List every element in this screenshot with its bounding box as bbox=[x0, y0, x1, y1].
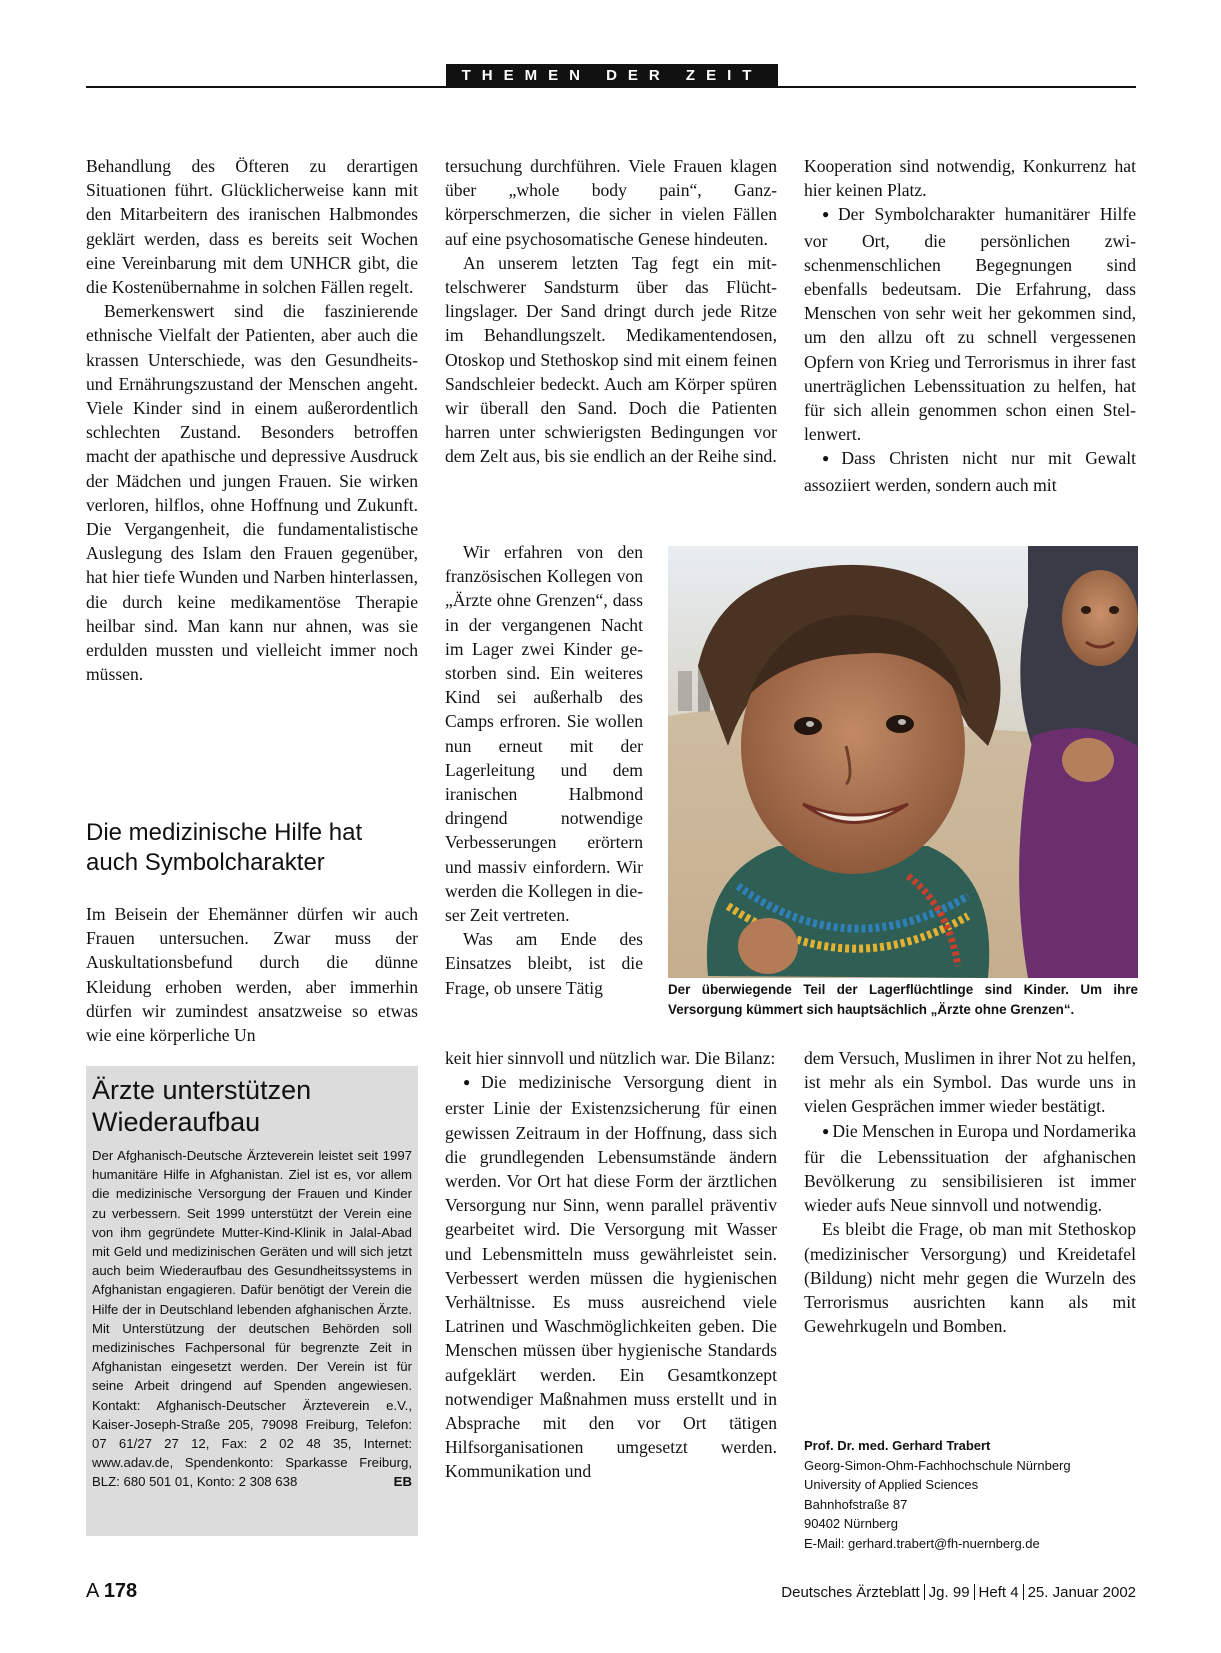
page-prefix: A bbox=[86, 1580, 99, 1602]
column-1-lower bbox=[86, 902, 418, 1047]
journal-info bbox=[781, 1584, 1136, 1601]
column-3 bbox=[804, 154, 1136, 497]
col2-paragraph-6: ● Die medizinische Versorgung dient in erster Linie der Existenzsicherung für einen gewissen Zeitraum in der Hoffnung, dass sich die grundlegenden Lebensumstände ändern werden. Vor Ort hat diese Form der ärztlichen Versorgung nur Sinn, wenn parallel präventiv gearbeitet wird. Die Versorgung mit Wasser und Lebensmitteln muss gewährleistet sein. Verbessert werden müssen die hygienischen Verhältnisse. Es muss ausreichend viele Latrinen und Waschmöglichkeiten geben. Die Menschen müssen über hygienische Standards aufgeklärt werden. Ein Gesamtkonzept notwendiger Maßnahmen muss erstellt und in Absprache mit den vor Ort tätigen Hilfsorganisationen umgesetzt werden. Kommunikation und bbox=[445, 1070, 777, 1483]
author-institution: Georg-Simon-Ohm-Fachhochschule Nürnberg bbox=[804, 1457, 1071, 1473]
author-street: Bahnhofstraße 87 bbox=[804, 1496, 908, 1512]
col3-paragraph-5: ● Die Menschen in Europa und Nordamerika für die Lebenssituation der afghanischen Bevölkerung zu sensibilisieren ist immer wieder aufs Neue sinnvoll und notwendig. bbox=[804, 1119, 1136, 1218]
col2-paragraph-4: Was am Ende des Einsatzes bleibt, ist die Frage, ob unsere Tätig bbox=[445, 929, 643, 998]
column-3-lower bbox=[804, 1046, 1136, 1338]
author-city: 90402 Nürnberg bbox=[804, 1516, 898, 1532]
col3-paragraph-1: Kooperation sind notwendig, Konkurrenz hat hier keinen Platz. bbox=[804, 156, 1136, 201]
journal-date: 25. Januar 2002 bbox=[1027, 1584, 1136, 1601]
page-number bbox=[86, 1580, 137, 1603]
col3-paragraph-4: dem Versuch, Muslimen in ihrer Not zu helfen, ist mehr als ein Symbol. Das wurde uns in vielen Gesprächen immer wieder bestätigt. bbox=[804, 1048, 1136, 1117]
author-institution-sub: University of Applied Sciences bbox=[804, 1477, 979, 1493]
col1-paragraph-3: Im Beisein der Ehemänner dürfen wir auch Frauen untersuchen. Zwar muss der Auskultationsbefund durch die dünne Kleidung erhoben werden, aber immerhin dürfen wir zumindest ansatzweise so etwas wie eine körperliche Un bbox=[86, 904, 418, 1046]
photo-illustration bbox=[668, 546, 1138, 978]
info-box-text bbox=[92, 1146, 412, 1492]
author-name: Prof. Dr. med. Gerhard Trabert bbox=[804, 1438, 991, 1453]
author-email: E-Mail: gerhard.trabert@fh-nuernberg.de bbox=[804, 1535, 1040, 1551]
page-number-value: 178 bbox=[103, 1580, 138, 1602]
col3-paragraph-6: Es bleibt die Frage, ob man mit Stethoskop (medizinischer Versorgung) und Kreidetafel (Bildung) nicht mehr gegen die Wurzeln des Terrorismus ausrichten kann als mit Gewehrkugeln und Bomben. bbox=[804, 1219, 1136, 1337]
col2-paragraph-1: tersuchung durchführen. Viele Frauen klagen über „whole body pain“, Ganzkörperschmerzen, die sicher in vielen Fällen auf eine psychosomatische Genese hindeuten. bbox=[445, 156, 777, 249]
col1-paragraph-1: Behandlung des Öfteren zu derartigen Situationen führt. Glücklicherweise kann mit den Mitarbeitern des iranischen Halbmondes geklärt werden, dass es bereits seit Wochen eine Vereinbarung mit dem UNHCR gibt, die die Kostenübernahme in solchen Fällen regelt. bbox=[86, 156, 418, 298]
column-1 bbox=[86, 154, 418, 686]
photo-caption: Der überwiegende Teil der Lagerflüchtlinge sind Kinder. Um ihre Versorgung kümmert sich hauptsächlich „Ärzte ohne Grenzen“. bbox=[668, 982, 1138, 1017]
photo-children bbox=[668, 546, 1138, 978]
subheading: Die medizinische Hilfe hat auch Symbolcharakter bbox=[86, 819, 363, 876]
journal-name: Deutsches Ärzteblatt bbox=[781, 1584, 920, 1601]
col1-paragraph-2: Bemerkenswert sind die faszinierende ethnische Vielfalt der Patienten, aber auch die krassen Unterschiede, was den Gesundheits- und Ernährungszustand der Menschen angeht. Viele Kinder sind in einem außerordentlich schlechten Zustand. Besonders betroffen macht der apathische und depressive Ausdruck der Mädchen und jungen Frauen. Sie wirken verloren, hilflos, ohne Hoffnung und Zukunft. Die Vergangenheit, die fundamentalistische Auslegung des Islam den Frauen gegenüber, hat hier tiefe Wunden und Narben hinterlassen, die durch keine medikamentöse Therapie heilbar sind. Man kann nur ahnen, was sie erdulden mussten und vielleicht immer noch müssen. bbox=[86, 301, 418, 685]
section-label: THEMEN DER ZEIT bbox=[446, 64, 778, 88]
journal-issue: Heft 4 bbox=[978, 1584, 1019, 1601]
col2-paragraph-3: Wir erfahren von den französischen Kollegen von „Ärzte ohne Grenzen“, dass in der vergangenen Nacht im Lager zwei Kinder gestorben sind. Ein weiteres Kind sei außerhalb des Camps erfroren. Sie wollen nun erneut mit der Lagerleitung und dem iranischen Halbmond dringend notwendige Verbesserungen erörtern und massiv einfordern. Wir werden die Kollegen in dieser Zeit vertreten. bbox=[445, 542, 643, 926]
col2-paragraph-2: An unserem letzten Tag fegt ein mittelschwerer Sandsturm über das Flüchtlingslager. Der Sand dringt durch jede Ritze im Behandlungszelt. Medikamentendosen, Otoskop und Stethoskop sind mit einem feinen Sandschleier bedeckt. Auch am Körper spüren wir überall den Sand. Doch die Patienten harren unter schwierigsten Bedingungen vor dem Zelt aus, bis sie endlich an der Reihe sind. bbox=[445, 252, 777, 467]
column-2-narrow bbox=[445, 540, 643, 1000]
info-box-signature: EB bbox=[393, 1474, 412, 1490]
author-info bbox=[804, 1436, 1136, 1554]
info-box-body: Der Afghanisch-Deutsche Ärzteverein leistet seit 1997 humanitäre Hilfe in Afghanistan. Ziel ist es, vor allem die medizinische Versorgung der Frauen und Kinder zu verbessern. Seit 1999 unterstützt der Verein eine von ihm gegründete Mutter-Kind-Klinik in Jalal-Abad mit Geld und medizinischen Geräten und will sich jetzt auch beim Wiederaufbau des Gesundheitssystems in Afghanistan engagieren. Dafür benötigt der Verein die Hilfe der in Deutschland lebenden afghanischen Ärzte. Mit Unterstützung der deutschen Behörden soll medizinisches Fachpersonal für begrenzte Zeit in Afghanistan eingesetzt werden. Der Verein ist für seine Arbeit dringend auf Spenden angewiesen. Kontakt: Afghanisch-Deutscher Ärzteverein e.V., Kaiser-Joseph-Straße 205, 79098 Freiburg, Telefon: 07 61/27 27 12, Fax: 2 02 48 35, Internet: www.adav.de, Spendenkonto: Sparkasse Freiburg, BLZ: 680 501 01, Konto: 2 308 638 bbox=[92, 1148, 412, 1490]
column-2-lower bbox=[445, 1046, 777, 1484]
info-box bbox=[86, 1066, 418, 1536]
column-2 bbox=[445, 154, 777, 469]
journal-volume: Jg. 99 bbox=[928, 1584, 970, 1601]
col3-paragraph-2: ● Der Symbolcharakter humanitärer Hilfe vor Ort, die persönlichen zwischenmenschlichen Begegnungen sind ebenfalls bedeutsam. Die Erfahrung, dass Menschen von sehr weit her gekommen sind, um den allzu oft zu schnell vergessenen Opfern von Krieg und Terrorismus in ihrer fast unerträglichen Lebenssituation zu helfen, hat für sich allein genommen schon einen Stellenwert. bbox=[804, 202, 1136, 446]
info-box-title: Ärzte unterstützen Wiederaufbau bbox=[92, 1075, 312, 1137]
col2-paragraph-5: keit hier sinnvoll und nützlich war. Die Bilanz: bbox=[445, 1048, 776, 1068]
col3-paragraph-3: ● Dass Christen nicht nur mit Gewalt assoziiert werden, sondern auch mit bbox=[804, 446, 1136, 496]
